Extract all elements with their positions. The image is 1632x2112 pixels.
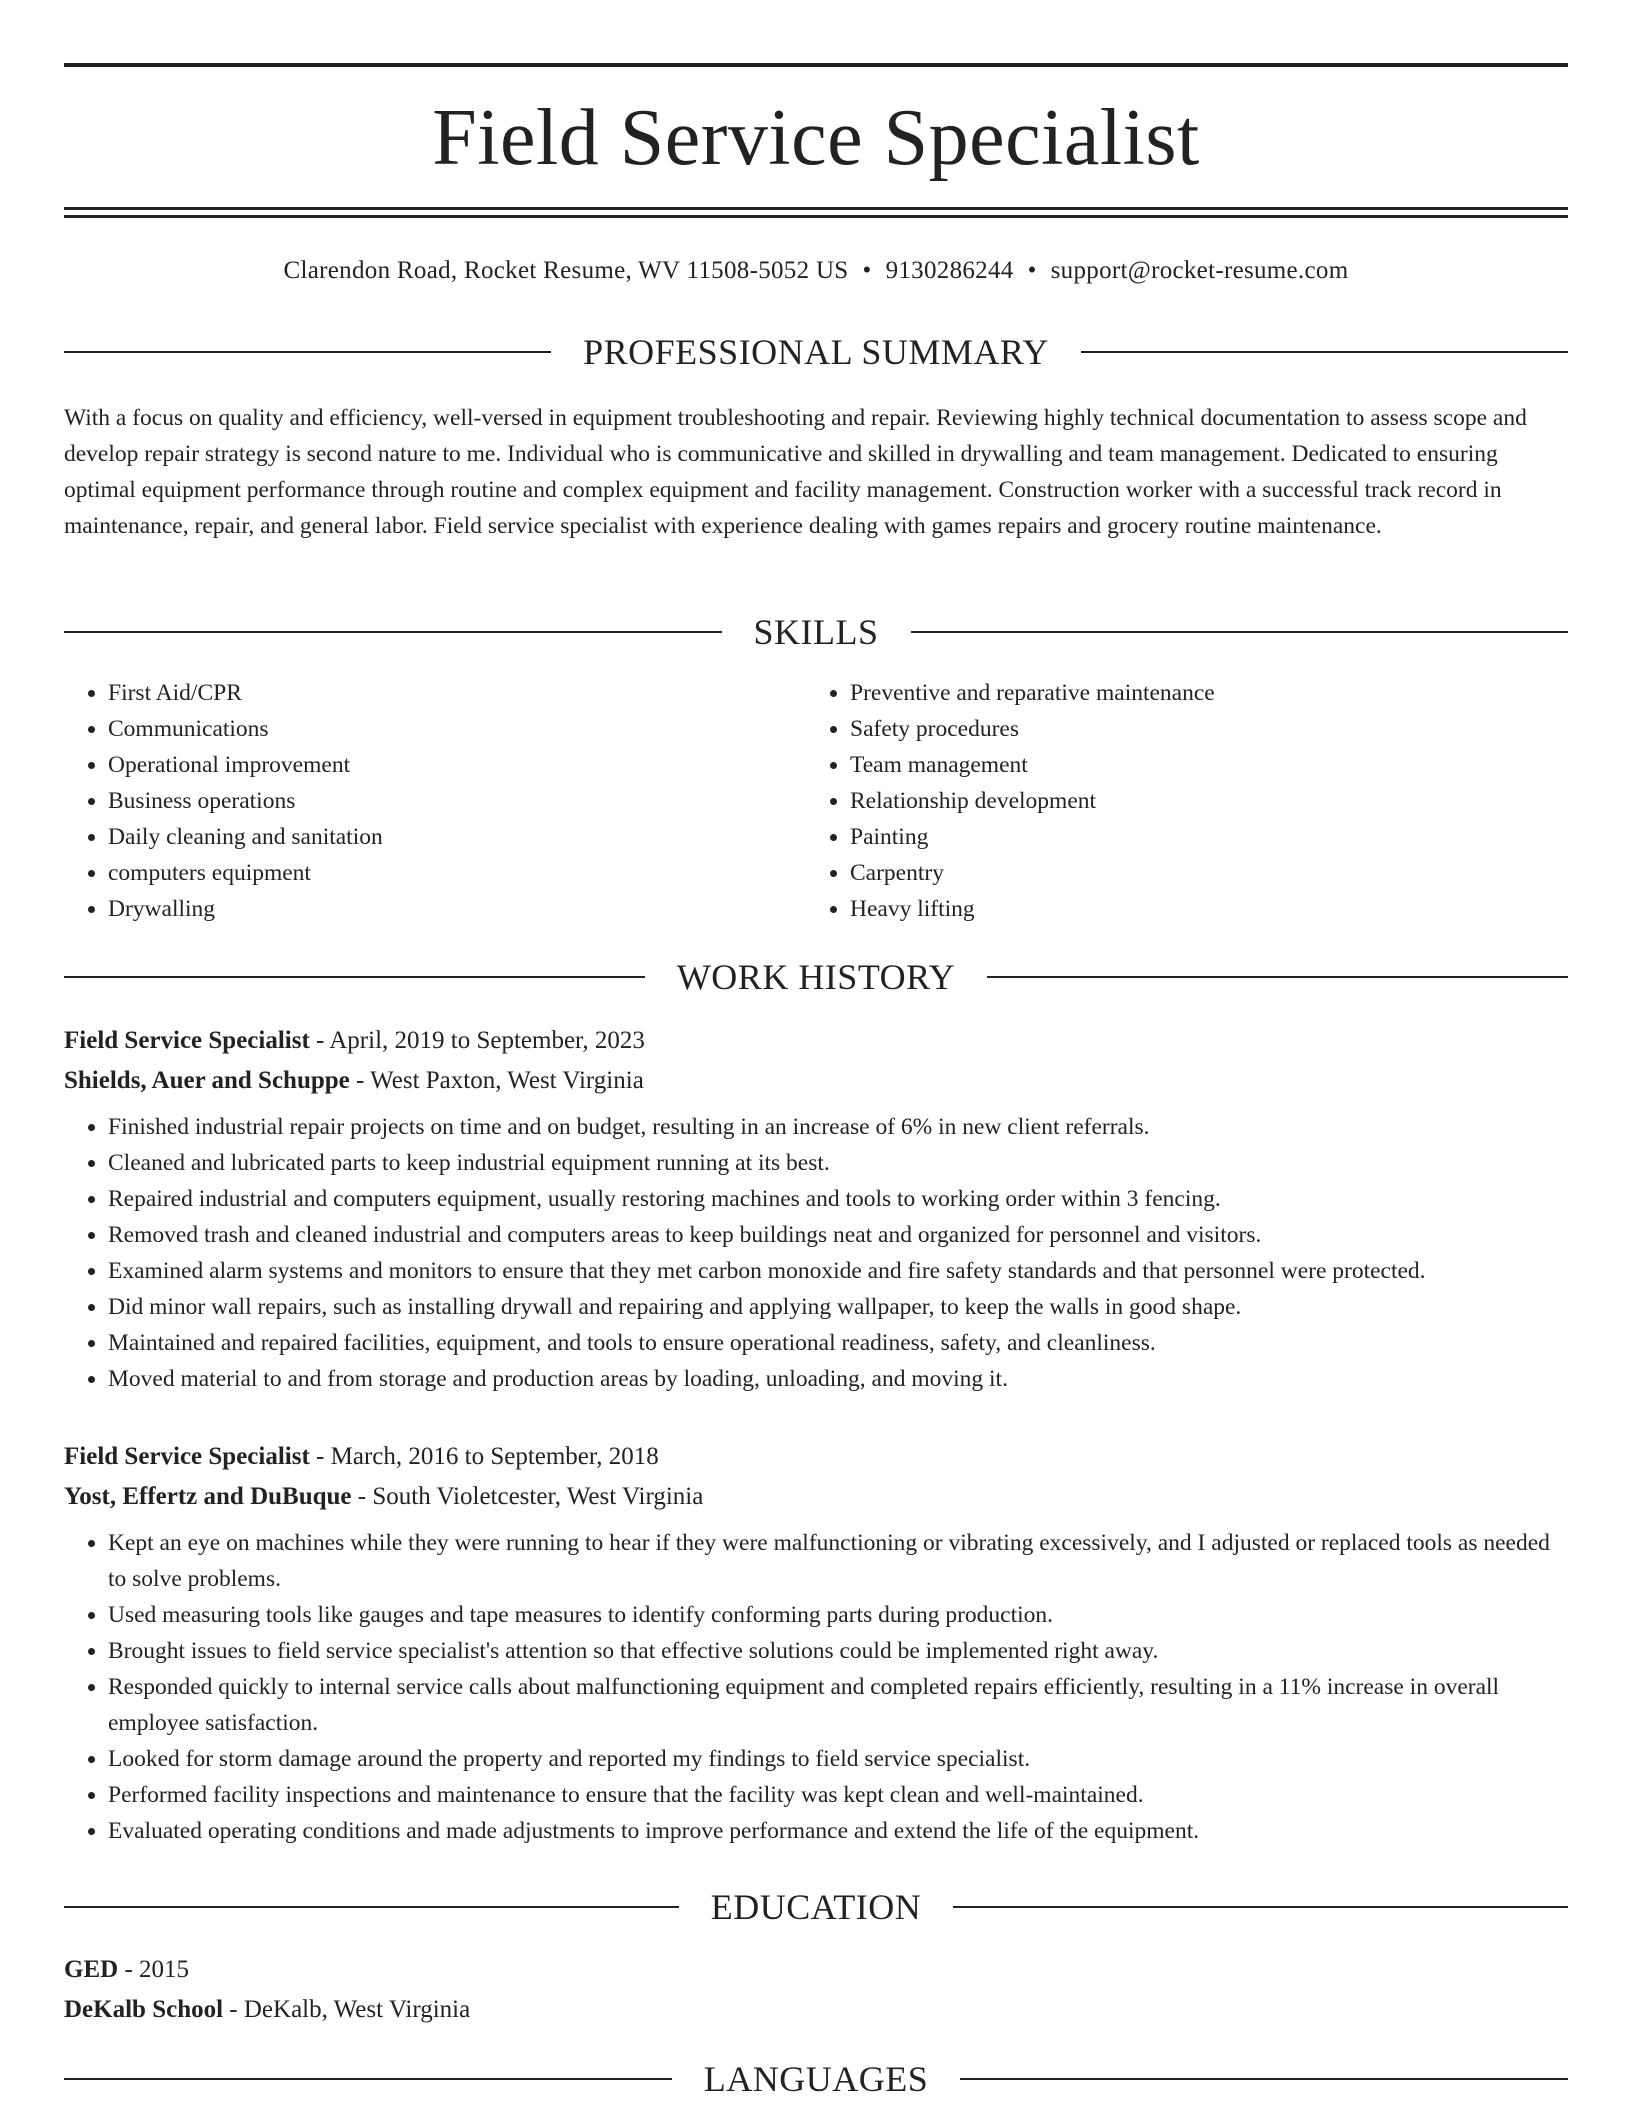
- section-title: EDUCATION: [710, 1887, 922, 1927]
- title-rule-lower: [64, 215, 1568, 218]
- skill-item: • Preventive and reparative maintenance: [850, 675, 1548, 711]
- heading-rule: [987, 976, 1568, 978]
- job-bullet: • Performed facility inspections and maintenance to ensure that the facility was kept clean and well-maintained.: [108, 1777, 1568, 1813]
- skill-item: • Relationship development: [850, 783, 1548, 819]
- skill-item: • First Aid/CPR: [108, 675, 806, 711]
- job-bullet: • Cleaned and lubricated parts to keep industrial equipment running at its best.: [108, 1145, 1568, 1181]
- skill-item: • Communications: [108, 711, 806, 747]
- job-entry: [64, 1437, 1568, 1849]
- job-company: Shields, Auer and Schuppe: [64, 1067, 350, 1094]
- job-title: Field Service Specialist: [64, 1027, 310, 1054]
- job-company: Yost, Effertz and DuBuque: [64, 1483, 352, 1510]
- skill-item: • Operational improvement: [108, 747, 806, 783]
- skill-item: • Team management: [850, 747, 1548, 783]
- job-bullet: • Examined alarm systems and monitors to ensure that they met carbon monoxide and fire safety standards and that personnel were protected.: [108, 1253, 1568, 1289]
- section-heading-languages: [64, 2057, 1568, 2101]
- job-entry: [64, 1021, 1568, 1397]
- section-heading-summary: [64, 330, 1568, 374]
- education-school-line: [64, 1990, 1568, 2030]
- heading-rule: [953, 1906, 1568, 1908]
- contact-email: support@rocket-resume.com: [1050, 257, 1349, 284]
- title-rule-upper: [64, 207, 1568, 210]
- skill-item: • Drywalling: [108, 891, 806, 927]
- job-title: Field Service Specialist: [64, 1443, 310, 1470]
- job-bullet: • Finished industrial repair projects on time and on budget, resulting in an increase of 6% in new client referrals.: [108, 1109, 1568, 1145]
- skills-column-right: [806, 675, 1548, 927]
- contact-phone: 9130286244: [885, 257, 1014, 284]
- heading-rule: [64, 976, 645, 978]
- section-title: LANGUAGES: [703, 2059, 929, 2099]
- job-dates: - April, 2019 to September, 2023: [309, 1027, 645, 1054]
- job-location: - West Paxton, West Virginia: [349, 1067, 644, 1094]
- contact-line: [64, 255, 1568, 287]
- skill-item: • Heavy lifting: [850, 891, 1548, 927]
- job-bullet: • Used measuring tools like gauges and tape measures to identify conforming parts during production.: [108, 1597, 1568, 1633]
- education-school: DeKalb School: [64, 1996, 224, 2023]
- job-bullet: • Kept an eye on machines while they were running to hear if they were malfunctioning or vibrating excessively, and I adjusted or replaced tools as needed to solve problems.: [108, 1525, 1568, 1597]
- heading-rule: [911, 631, 1569, 633]
- skills-column-left: [64, 675, 806, 927]
- section-title: SKILLS: [753, 612, 879, 652]
- skill-item: • Safety procedures: [850, 711, 1548, 747]
- job-bullet: • Responded quickly to internal service calls about malfunctioning equipment and completed repairs efficiently, resulting in a 11% increase in overall employee satisfaction.: [108, 1669, 1568, 1741]
- job-bullets: [64, 1109, 1568, 1397]
- skill-item: • Business operations: [108, 783, 806, 819]
- job-bullet: • Moved material to and from storage and production areas by loading, unloading, and moving it.: [108, 1361, 1568, 1397]
- job-title-line: [64, 1021, 1568, 1061]
- job-bullet: • Evaluated operating conditions and made adjustments to improve performance and extend the life of the equipment.: [108, 1813, 1568, 1849]
- heading-rule: [64, 631, 722, 633]
- job-dates: - March, 2016 to September, 2018: [309, 1443, 659, 1470]
- heading-rule: [64, 1906, 679, 1908]
- section-heading-work: [64, 955, 1568, 999]
- job-title-line: [64, 1437, 1568, 1477]
- education-location: - DeKalb, West Virginia: [223, 1996, 471, 2023]
- job-bullet: • Looked for storm damage around the property and reported my findings to field service specialist.: [108, 1741, 1568, 1777]
- resume-title: Field Service Specialist: [432, 94, 1200, 182]
- skill-item: • computers equipment: [108, 855, 806, 891]
- education-year: - 2015: [118, 1956, 190, 1983]
- top-rule: [64, 63, 1568, 67]
- job-bullet: • Removed trash and cleaned industrial and computers areas to keep buildings neat and organized for personnel and visitors.: [108, 1217, 1568, 1253]
- education-degree: GED: [64, 1956, 119, 1983]
- skill-item: • Carpentry: [850, 855, 1548, 891]
- section-title: PROFESSIONAL SUMMARY: [583, 332, 1049, 372]
- contact-address: Clarendon Road, Rocket Resume, WV 11508-5052 US: [283, 257, 849, 284]
- summary-text: With a focus on quality and efficiency, well-versed in equipment troubleshooting and repair. Reviewing highly technical documentation to assess scope and develop repair strategy is second nature to me. Individual who is communicative and skilled in drywalling and team management. Dedicated to ensuring optimal equipment performance through routine and complex equipment and facility management. Construction worker with a successful track record in maintenance, repair, and general labor. Field service specialist with experience dealing with games repairs and grocery routine maintenance.: [64, 405, 1527, 539]
- skill-item: • Daily cleaning and sanitation: [108, 819, 806, 855]
- job-company-line: [64, 1061, 1568, 1101]
- heading-rule: [960, 2078, 1568, 2080]
- contact-separator: •: [862, 257, 872, 284]
- education-degree-line: [64, 1950, 1568, 1990]
- job-company-line: [64, 1477, 1568, 1517]
- skills-list: [64, 675, 1568, 927]
- section-title: WORK HISTORY: [676, 957, 956, 997]
- section-heading-education: [64, 1885, 1568, 1929]
- job-bullets: [64, 1525, 1568, 1849]
- job-bullet: • Repaired industrial and computers equipment, usually restoring machines and tools to working order within 3 fencing.: [108, 1181, 1568, 1217]
- contact-separator: •: [1027, 257, 1037, 284]
- job-bullet: • Brought issues to field service specialist's attention so that effective solutions could be implemented right away.: [108, 1633, 1568, 1669]
- job-location: - South Violetcester, West Virginia: [351, 1483, 704, 1510]
- skill-item: • Painting: [850, 819, 1548, 855]
- heading-rule: [64, 351, 551, 353]
- education-entry: [64, 1950, 1568, 2030]
- job-bullet: • Maintained and repaired facilities, equipment, and tools to ensure operational readiness, safety, and cleanliness.: [108, 1325, 1568, 1361]
- section-heading-skills: [64, 610, 1568, 654]
- job-bullet: • Did minor wall repairs, such as installing drywall and repairing and applying wallpaper, to keep the walls in good shape.: [108, 1289, 1568, 1325]
- heading-rule: [64, 2078, 672, 2080]
- heading-rule: [1081, 351, 1568, 353]
